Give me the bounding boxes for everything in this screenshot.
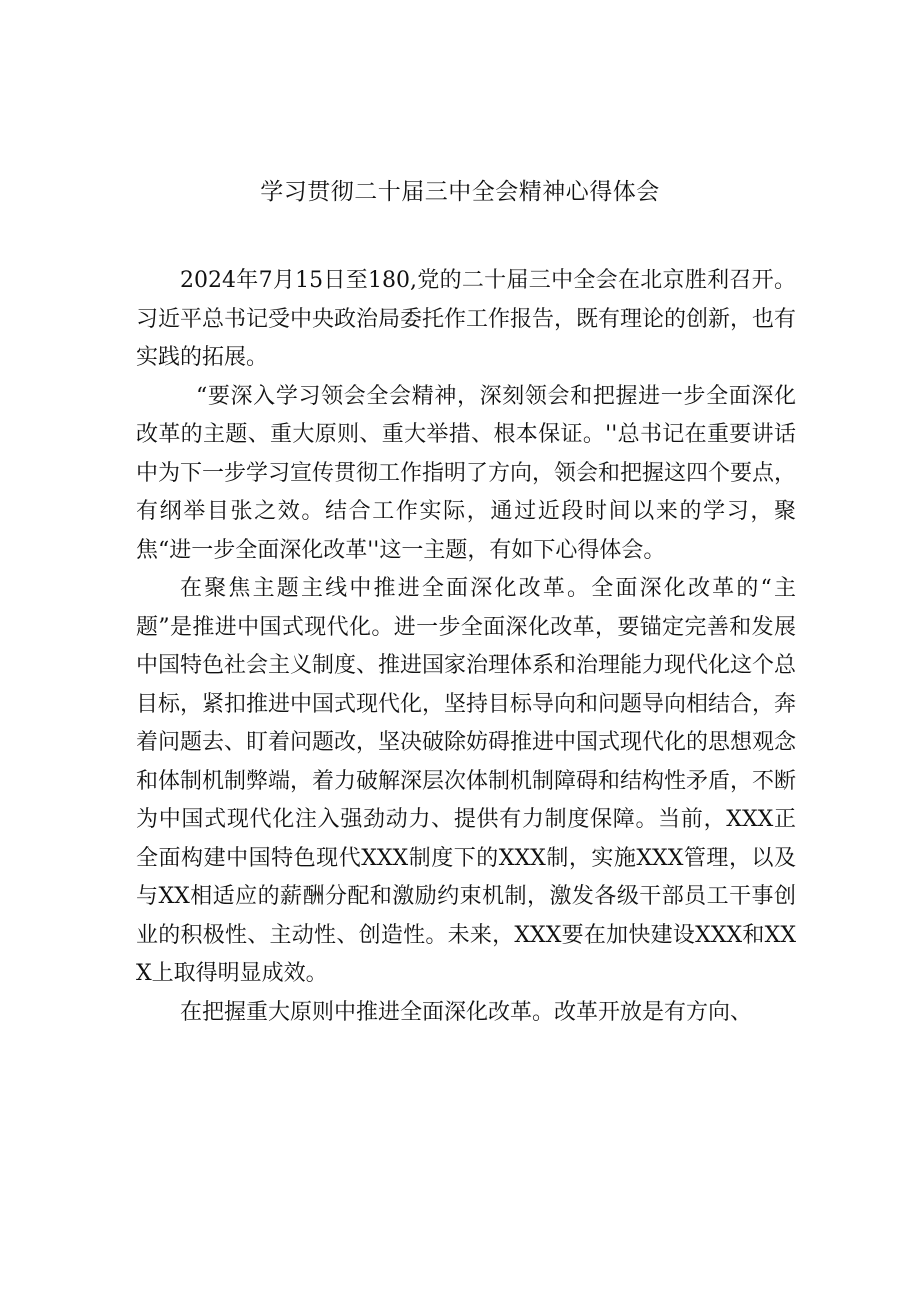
document-body bbox=[136, 262, 796, 1032]
document-title: 学习贯彻二十届三中全会精神心得体会 bbox=[260, 179, 660, 205]
paragraph-theme: 在聚焦主题主线中推进全面深化改革。全面深化改革的“主题”是推进中国式现代化。进一步全面深化改革，要锚定完善和发展中国特色社会主义制度、推进国家治理体系和治理能力现代化这个总目标，紧扣推进中国式现代化，坚持目标导向和问题导向相结合，奔着问题去、盯着问题改，坚决破除妨碍推进中国式现代化的思想观念和体制机制弊端，着力破解深层次体制机制障碍和结构性矛盾，不断为中国式现代化注入强劲动力、提供有力制度保障。当前，XXX正全面构建中国特色现代XXX制度下的XXX制，实施XXX管理，以及与XX相适应的薪酬分配和激励约束机制，激发各级干部员工干事创业的积极性、主动性、创造性。未来，XXX要在加快建设XXX和XXX上取得明显成效。 bbox=[136, 576, 797, 986]
paragraph-quote: “要深入学习领会全会精神，深刻领会和把握进一步全面深化改革的主题、重大原则、重大举措、根本保证。''总书记在重要讲话中为下一步学习宣传贯彻工作指明了方向，领会和把握这四个要点，有纲举目张之效。结合工作实际，通过近段时间以来的学习，聚焦“进一步全面深化改革''这一主题，有如下心得体会。 bbox=[136, 383, 797, 563]
paragraph-principles: 在把握重大原则中推进全面深化改革。改革开放是有方向、 bbox=[180, 999, 753, 1025]
paragraph-intro: 2024年7月15日至180,党的二十届三中全会在北京胜利召开。习近平总书记受中央政治局委托作工作报告，既有理论的创新，也有实践的拓展。 bbox=[136, 268, 797, 370]
